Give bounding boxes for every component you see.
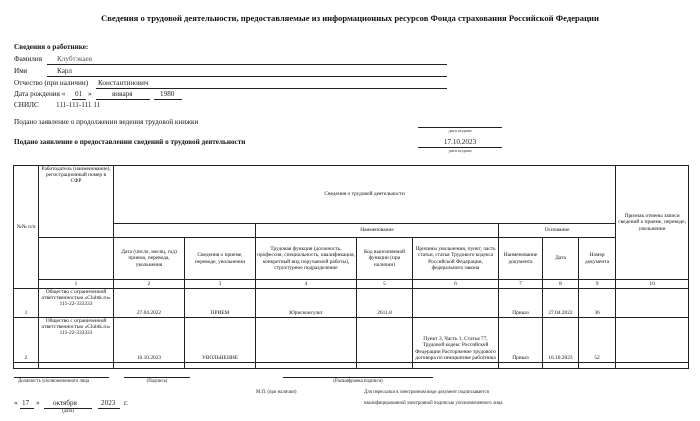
row-reason bbox=[413, 289, 499, 318]
row-cancel bbox=[616, 318, 689, 363]
row-function: Юрисконсульт bbox=[256, 289, 357, 318]
row-doc-date: 27.04.2022 bbox=[543, 289, 579, 318]
snils-label: СНИЛС bbox=[14, 101, 39, 109]
header-employer-cont bbox=[39, 238, 114, 280]
surname-underline bbox=[47, 64, 447, 65]
col-number: 6 bbox=[413, 280, 499, 289]
row-event: УВОЛЬНЕНИЕ bbox=[185, 318, 256, 363]
header-reason: Причины увольнения, пункт, часть статьи, статья Трудового кодекса Российской Федерации, федерального закона bbox=[413, 238, 499, 280]
header-doc-num: Номер документа bbox=[579, 238, 616, 280]
row-doc-name: Приказ bbox=[499, 289, 543, 318]
row-doc-num: 36 bbox=[579, 289, 616, 318]
dob-year-underline bbox=[154, 99, 182, 100]
col-number: 2 bbox=[114, 280, 185, 289]
date-open-quote: « bbox=[14, 399, 18, 407]
header-activity: Сведения о трудовой деятельности bbox=[114, 166, 616, 224]
col-number: 1 bbox=[39, 280, 114, 289]
date-day-underline bbox=[20, 408, 34, 409]
dob-month-underline bbox=[96, 99, 150, 100]
signature-line bbox=[124, 377, 190, 378]
row-num: 1 bbox=[14, 289, 39, 318]
decode-caption: (Расшифровка подписи) bbox=[333, 379, 383, 384]
labor-activity-table bbox=[13, 165, 689, 369]
date-caption: (дата) bbox=[62, 409, 74, 414]
col-number: 9 bbox=[579, 280, 616, 289]
row-employer: Общество с ограниченной ответственностью «Clubtk.ru» 111-22-333333 bbox=[39, 289, 114, 318]
name-underline bbox=[47, 76, 447, 77]
date-close-quote: » bbox=[36, 399, 40, 407]
row-function bbox=[256, 318, 357, 363]
patronymic-value: Константинович bbox=[98, 79, 149, 87]
dob-month: января bbox=[112, 90, 133, 98]
dob-label: Дата рождения « bbox=[14, 90, 66, 98]
row-employer: Общество с ограниченной ответственностью «Clubtk.ru» 111-22-333333 bbox=[39, 318, 114, 363]
continue-date-caption: дата подачи bbox=[448, 128, 472, 133]
dob-day-underline bbox=[72, 99, 86, 100]
patronymic-underline bbox=[96, 88, 447, 89]
header-code: Код выполняемой функции (при наличии) bbox=[357, 238, 413, 280]
date-year: 2023 bbox=[101, 399, 116, 407]
stamp-caption: М.П. (при наличии) bbox=[256, 390, 297, 395]
header-doc-name: Наименование документа bbox=[499, 238, 543, 280]
header-osnovanie: Основание bbox=[499, 224, 616, 238]
row-code: 2611.8 bbox=[357, 289, 413, 318]
col-number: 4 bbox=[256, 280, 357, 289]
col-number: 8 bbox=[543, 280, 579, 289]
decode-line bbox=[283, 377, 433, 378]
row-date: 27.04.2022 bbox=[114, 289, 185, 318]
date-month: октября bbox=[53, 399, 77, 407]
row-event: ПРИЕМ bbox=[185, 289, 256, 318]
col-number: 10 bbox=[616, 280, 689, 289]
header-blank bbox=[114, 224, 256, 238]
patronymic-label: Отчество (при наличии) bbox=[14, 79, 89, 87]
dob-sep: » bbox=[88, 90, 92, 98]
dob-year: 1980 bbox=[160, 90, 175, 98]
row-date: 16.10.2023 bbox=[114, 318, 185, 363]
header-naimenovanie: Наименование bbox=[256, 224, 499, 238]
position-line bbox=[14, 377, 109, 378]
snils-value: 111-111-111 11 bbox=[56, 101, 101, 109]
dob-day: 01 bbox=[75, 90, 83, 98]
row-doc-date: 16.10.2023 bbox=[543, 318, 579, 363]
header-employer: Работодатель (наименование), регистрационный номер в СФР bbox=[39, 166, 114, 238]
header-cancel: Признак отмены записи сведений о приеме, переводе, увольнении bbox=[616, 166, 689, 280]
name-value: Карл bbox=[57, 67, 72, 75]
electronic-note-2: квалифицированной электронной подписью уполномоченного лица bbox=[364, 401, 503, 406]
provide-date-caption: дата подачи bbox=[448, 148, 472, 153]
name-label: Имя bbox=[14, 67, 28, 75]
electronic-note-1: Для пересылки в электронном виде документ подписывается bbox=[364, 390, 489, 395]
header-function: Трудовая функция (должность, профессия, специальность, квалификация, конкретный вид поручаемой работы), структурное подразделение bbox=[256, 238, 357, 280]
header-num: №№ п/п bbox=[14, 166, 39, 289]
date-year-underline bbox=[98, 408, 120, 409]
row-num: 2 bbox=[14, 318, 39, 363]
row-cancel bbox=[616, 289, 689, 318]
table-row-empty bbox=[14, 363, 689, 369]
col-number: 5 bbox=[357, 280, 413, 289]
continue-application-label: Подано заявление о продолжении ведения трудовой книжки bbox=[14, 118, 199, 126]
employee-heading: Сведения о работнике: bbox=[14, 43, 89, 51]
col-number: 3 bbox=[185, 280, 256, 289]
document-title: Сведения о трудовой деятельности, предоставляемые из информационных ресурсов Фонда страхования Российской Федерации bbox=[101, 13, 599, 23]
table-row bbox=[14, 318, 689, 363]
table-row bbox=[14, 289, 689, 318]
date-day: 17 bbox=[22, 399, 30, 407]
provide-date: 17.10.2023 bbox=[443, 138, 477, 146]
header-event: Сведения о приеме, переводе, увольнении bbox=[185, 238, 256, 280]
provide-application-label: Подано заявление о предоставлении сведений о трудовой деятельности bbox=[14, 138, 246, 146]
header-date: Дата (число, месяц, год) приема, перевода, увольнения bbox=[114, 238, 185, 280]
col-number: 7 bbox=[499, 280, 543, 289]
header-doc-date: Дата bbox=[543, 238, 579, 280]
signature-caption: (Подпись) bbox=[146, 379, 168, 384]
column-numbers-row bbox=[14, 280, 689, 289]
row-reason: Пункт 3, Часть 1, Статья 77, Трудовой кодекс Российской Федерации Расторжение трудового договора по инициативе работника bbox=[413, 318, 499, 363]
row-doc-num: 52 bbox=[579, 318, 616, 363]
surname-value: Клубтэкаев bbox=[57, 55, 93, 63]
date-year-suffix: г. bbox=[124, 399, 128, 407]
surname-label: Фамилия bbox=[14, 55, 43, 63]
row-code bbox=[357, 318, 413, 363]
position-caption: Должность уполномоченного лица bbox=[18, 379, 90, 384]
row-doc-name: Приказ bbox=[499, 318, 543, 363]
